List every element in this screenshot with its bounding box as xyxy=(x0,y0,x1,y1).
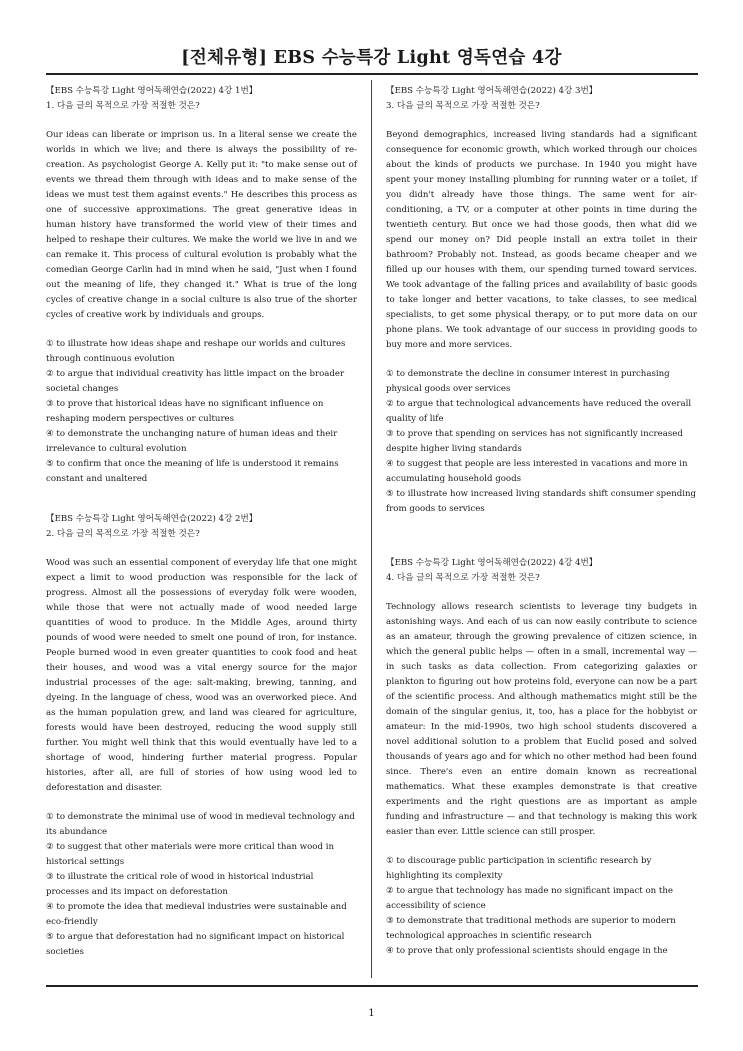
answer-option[interactable]: ① to discourage public participation in scientific research by highlighting its complexity xyxy=(386,856,652,881)
question-source: 【EBS 수능특강 Light 영어독해연습(2022) 4강 2번】 xyxy=(46,514,258,524)
question-3 xyxy=(386,84,697,517)
page-number: 1 xyxy=(368,1008,375,1019)
question-instruction: 3. 다음 글의 목적으로 가장 적절한 것은? xyxy=(386,101,540,111)
answer-options xyxy=(46,810,357,960)
top-rule xyxy=(46,73,698,75)
question-passage: Our ideas can liberate or imprison us. In a literal sense we create the worlds in which we live; and there is always the possibility of re-creation. As psychologist George A. Kelly put it: "to make sense out of events we thread them through with ideas and to make sense of the ideas we must test them against events." He describes this process as one of successive approximations. The great generative ideas in human history have transformed the world view of their times and helped to reshape their cultures. We make the world we live in and we can remake it. This process of cultural evolution is probably what the comedian George Carlin had in mind when he said, "Just when I found out the meaning of life, they changed it." What is true of the long cycles of creative change in a social culture is also true of the shorter cycles of creative work by individuals and groups. xyxy=(46,130,357,320)
question-source: 【EBS 수능특강 Light 영어독해연습(2022) 4강 1번】 xyxy=(46,86,258,96)
bottom-rule xyxy=(46,985,698,987)
answer-option[interactable]: ④ to suggest that people are less interested in vacations and more in accumulating household goods xyxy=(386,459,688,484)
answer-option[interactable]: ② to suggest that other materials were more critical than wood in historical settings xyxy=(46,842,334,867)
question-4 xyxy=(386,556,697,959)
page-title: [전체유형] EBS 수능특강 Light 영독연습 4강 xyxy=(181,48,562,68)
answer-option[interactable]: ③ to illustrate the critical role of wood in historical industrial processes and its impact on deforestation xyxy=(46,872,314,897)
question-source: 【EBS 수능특강 Light 영어독해연습(2022) 4강 3번】 xyxy=(386,86,598,96)
question-source: 【EBS 수능특강 Light 영어독해연습(2022) 4강 4번】 xyxy=(386,558,598,568)
answer-options xyxy=(46,337,357,487)
answer-option[interactable]: ② to argue that technology has made no significant impact on the accessibility of science xyxy=(386,886,673,911)
answer-option[interactable]: ④ to promote the idea that medieval industries were sustainable and eco-friendly xyxy=(46,902,347,927)
right-column xyxy=(386,84,697,959)
answer-option[interactable]: ⑤ to confirm that once the meaning of life is understood it remains constant and unaltered xyxy=(46,459,339,484)
answer-option[interactable]: ③ to prove that historical ideas have no significant influence on reshaping modern perspectives or cultures xyxy=(46,399,324,424)
question-instruction: 1. 다음 글의 목적으로 가장 적절한 것은? xyxy=(46,101,200,111)
answer-option[interactable]: ② to argue that technological advancements have reduced the overall quality of life xyxy=(386,399,692,424)
question-instruction: 4. 다음 글의 목적으로 가장 적절한 것은? xyxy=(386,573,540,583)
question-2 xyxy=(46,512,357,960)
column-divider xyxy=(371,80,372,978)
answer-options xyxy=(386,854,697,959)
question-passage: Beyond demographics, increased living standards had a significant consequence for economic growth, which worked through our choices about the kinds of products we purchase. In 1940 you might have spent your money installing plumbing for running water or a toilet, if you didn't already have those things. The same went for air-conditioning, a TV, or a computer at other points in time during the twentieth century. But once we had those goods, then what did we spend our money on? Did people install an extra toilet in their bathroom? Probably not. Instead, as goods became cheaper and we filled up our houses with them, our spending turned toward services. We took advantage of the falling prices and availability of basic goods to take longer and better vacations, to take classes, to see medical specialists, to get some physical therapy, or to put more data on our phone plans. We took advantage of our success in providing goods to buy more and more services. xyxy=(386,130,697,350)
answer-option[interactable]: ③ to demonstrate that traditional methods are superior to modern technological approaches in scientific research xyxy=(386,916,676,941)
answer-option[interactable]: ① to illustrate how ideas shape and reshape our worlds and cultures through continuous evolution xyxy=(46,339,346,364)
answer-option[interactable]: ① to demonstrate the minimal use of wood in medieval technology and its abundance xyxy=(46,812,355,837)
answer-option[interactable]: ② to argue that individual creativity has little impact on the broader societal changes xyxy=(46,369,345,394)
answer-option[interactable]: ⑤ to argue that deforestation had no significant impact on historical societies xyxy=(46,932,345,957)
answer-option[interactable]: ① to demonstrate the decline in consumer interest in purchasing physical goods over services xyxy=(386,369,670,394)
question-instruction: 2. 다음 글의 목적으로 가장 적절한 것은? xyxy=(46,529,200,539)
answer-options xyxy=(386,367,697,517)
question-1 xyxy=(46,84,357,487)
answer-option[interactable]: ④ to demonstrate the unchanging nature of human ideas and their irrelevance to cultural evolution xyxy=(46,429,338,454)
question-passage: Technology allows research scientists to leverage tiny budgets in astonishing ways. And each of us can now easily contribute to science as an amateur, through the growing prevalence of citizen science, in which the general public helps — often in a small, incremental way — in such tasks as data collection. From categorizing galaxies or plankton to figuring out how proteins fold, everyone can now be a part of the scientific process. And although mathematics might still be the domain of the singular genius, it, too, has a place for the hobbyist or amateur: In the mid-1990s, two high school students discovered a novel additional solution to a problem that Euclid posed and solved thousands of years ago and for which no other method had been found since. There's even an entire domain known as recreational mathematics. What these examples demonstrate is that creative experiments and the right questions are as important as ample funding and infrastructure — and that technology is making this work easier than ever. Little science can still prosper. xyxy=(386,602,697,837)
answer-option[interactable]: ④ to prove that only professional scientists should engage in the xyxy=(386,946,668,956)
answer-option[interactable]: ⑤ to illustrate how increased living standards shift consumer spending from goods to services xyxy=(386,489,697,514)
left-column xyxy=(46,84,357,960)
question-passage: Wood was such an essential component of everyday life that one might expect a limit to wood production was responsible for the lack of progress. Almost all the possessions of everyday folk were wooden, while those that were not actually made of wood needed large quantities of wood to produce. In the Middle Ages, around thirty pounds of wood were needed to smelt one pound of iron, for instance. People burned wood in even greater quantities to cook food and heat their houses, and wood was a vital energy source for the major industrial processes of the age: salt-making, brewing, tanning, and dyeing. In the language of chess, wood was an overworked piece. And as the human population grew, and land was cleared for agriculture, forests would have been destroyed, reducing the wood supply still further. You might well think that this would eventually have led to a shortage of wood, hindering further material progress. Popular histories, after all, are full of stories of how using wood led to deforestation and disaster. xyxy=(46,558,357,793)
answer-option[interactable]: ③ to prove that spending on services has not significantly increased despite higher living standards xyxy=(386,429,683,454)
